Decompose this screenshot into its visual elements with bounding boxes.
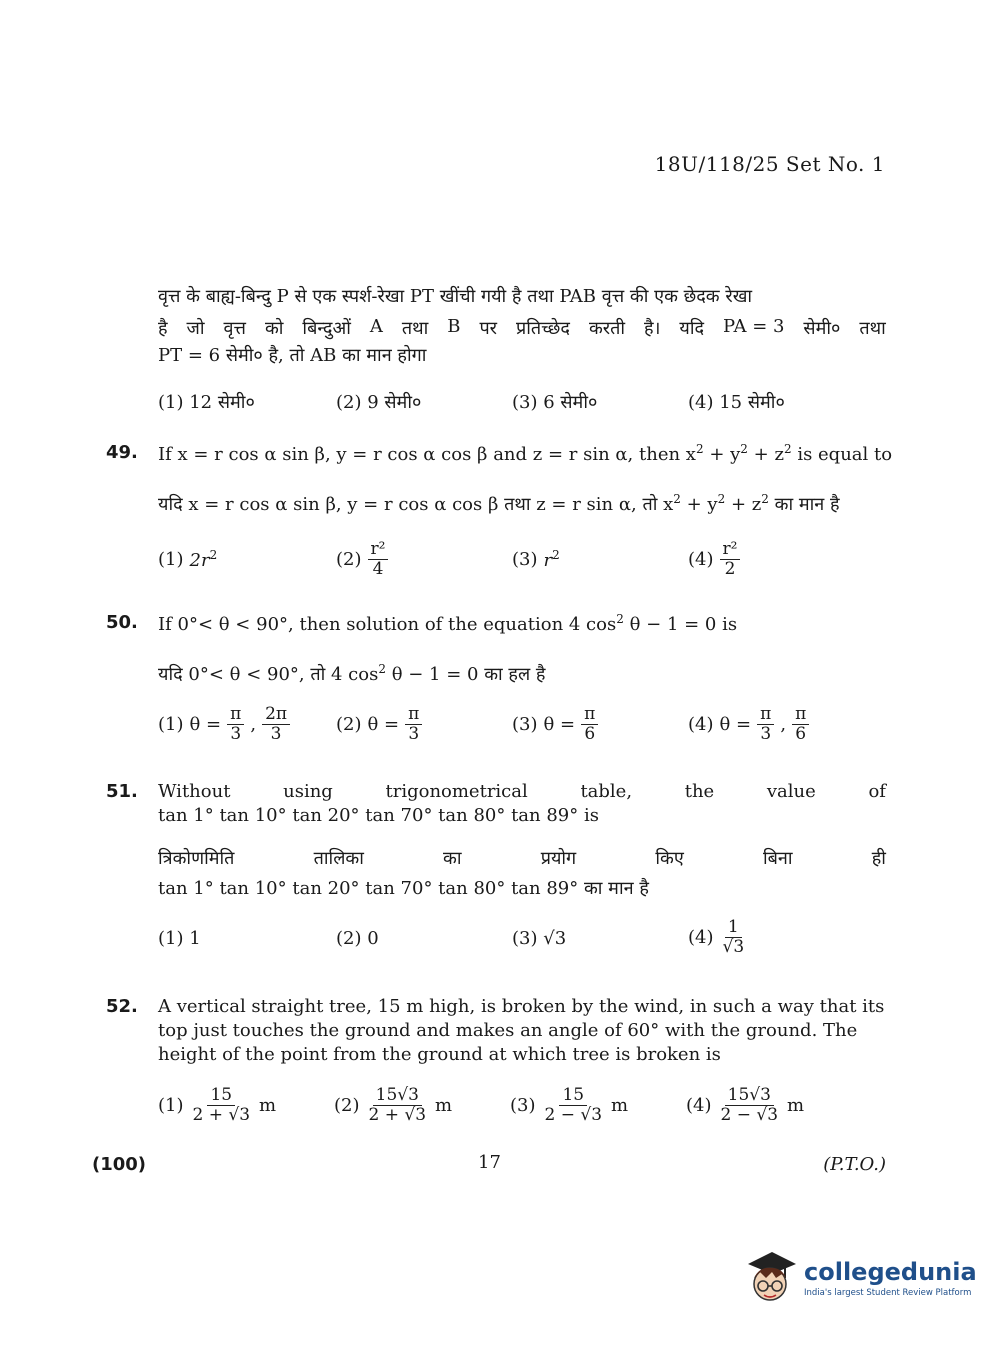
- mascot-icon: [742, 1248, 798, 1308]
- footer-copies: (100): [92, 1154, 147, 1175]
- q51-en-word: of: [868, 781, 886, 802]
- q51-hi-word: किए: [655, 848, 684, 869]
- q48-line2-word: जो: [186, 318, 205, 339]
- q48-option-4: (4) 15 सेमी०: [688, 392, 785, 413]
- q51-english-line2: tan 1° tan 10° tan 20° tan 70° tan 80° tan 89° is: [158, 805, 599, 826]
- q51-option-3: (3) √3: [512, 928, 567, 949]
- q52-line3: height of the point from the ground at which tree is broken is: [158, 1044, 721, 1065]
- q51-hindi-line2: tan 1° tan 10° tan 20° tan 70° tan 80° tan 89° का मान है: [158, 878, 649, 899]
- q48-line2-word: तथा: [859, 318, 886, 339]
- q48-line2: [158, 316, 886, 340]
- q48-line2-word: पर: [479, 318, 498, 339]
- q51-en-word: the: [684, 781, 715, 802]
- q49-hindi: यदि x = r cos α sin β, y = r cos α cos β तथा z = r sin α, तो $x^2 + y^2 + z^2$ का मान है: [158, 492, 840, 515]
- q52-option-2: (2) $\frac{15√3}{2 + √3}$ m: [334, 1085, 453, 1125]
- q49-english: If x = r cos α sin β, y = r cos α cos β and z = r sin α, then $x^2 + y^2 + z^2$ is equal to: [158, 442, 893, 465]
- q48-option-1: (1) 12 सेमी०: [158, 392, 255, 413]
- q48-line2-word: तथा: [401, 318, 429, 339]
- q48-line2-word: वृत्त: [223, 318, 246, 339]
- q48-line2-word: A: [369, 316, 383, 337]
- q50-hindi: यदि 0°< θ < 90°, तो 4 $\cos^2 \theta - 1 = 0$ का हल है: [158, 662, 546, 685]
- q51-hi-word: प्रयोग: [540, 848, 577, 869]
- q50-option-1: (1) θ = $\frac{\pi}{3}$ , $\frac{2\pi}{3}$: [158, 705, 290, 743]
- q48-option-3: (3) 6 सेमी०: [512, 392, 598, 413]
- q51-hi-word: बिना: [762, 848, 793, 869]
- q51-en-word: Without: [158, 781, 231, 802]
- pto-note: (P.T.O.): [823, 1154, 886, 1175]
- q50-option-3: (3) θ = $\frac{\pi}{6}$: [512, 705, 598, 743]
- q48-option-2: (2) 9 सेमी०: [336, 392, 422, 413]
- q50-option-2: (2) θ = $\frac{\pi}{3}$: [336, 705, 422, 743]
- q48-line1: वृत्त के बाह्य-बिन्दु P से एक स्पर्श-रेखा PT खींची गयी है तथा PAB वृत्त की एक छेदक रेखा: [158, 286, 753, 307]
- q49-option-3: (3) $r^2$: [512, 548, 560, 571]
- q52-option-4: (4) $\frac{15√3}{2 - √3}$ m: [686, 1085, 805, 1125]
- q49-option-2: (2) $\frac{\text{r²}}{4}$: [336, 540, 388, 578]
- q48-line2-word: यदि: [679, 318, 705, 339]
- q51-hi-word: त्रिकोणमिति: [158, 848, 235, 869]
- q51-en-word: using: [283, 781, 333, 802]
- q48-line2-word: B: [447, 316, 461, 337]
- q48-line2-word: करती: [588, 318, 626, 339]
- page-number: 17: [478, 1152, 501, 1173]
- q48-line2-word: है: [158, 318, 168, 339]
- q51-english-line1: [158, 781, 886, 802]
- logo-tagline: India's largest Student Review Platform: [804, 1288, 972, 1298]
- q51-hindi-line1: [158, 846, 886, 870]
- q51-en-word: table,: [580, 781, 633, 802]
- q52-line1: A vertical straight tree, 15 m high, is broken by the wind, in such a way that its: [158, 996, 885, 1017]
- q52-option-3: (3) $\frac{15}{2 - √3}$ m: [510, 1085, 629, 1125]
- q48-line3: PT = 6 सेमी० है, तो AB का मान होगा: [158, 345, 427, 366]
- q52-option-1: (1) $\frac{15}{2 + √3}$ m: [158, 1085, 277, 1125]
- q51-option-2: (2) 0: [336, 928, 379, 949]
- q51-hi-word: तालिका: [313, 848, 364, 869]
- question-number: 51.: [106, 781, 138, 802]
- q48-line2-word: PA = 3: [723, 316, 785, 337]
- q51-en-word: value: [766, 781, 816, 802]
- q51-option-1: (1) 1: [158, 928, 201, 949]
- question-number: 49.: [106, 442, 138, 463]
- q48-line2-word: सेमी०: [803, 318, 841, 339]
- logo-name: collegedunia: [804, 1258, 977, 1286]
- q51-hi-word: का: [443, 848, 462, 869]
- question-number: 52.: [106, 996, 138, 1017]
- q49-option-4: (4) $\frac{\text{r²}}{2}$: [688, 540, 740, 578]
- q51-en-word: trigonometrical: [385, 781, 528, 802]
- collegedunia-logo: [742, 1248, 977, 1308]
- question-number: 50.: [106, 612, 138, 633]
- q48-line2-word: बिन्दुओं: [302, 318, 351, 339]
- q50-option-4: (4) θ = $\frac{\pi}{3}$ , $\frac{\pi}{6}$: [688, 705, 809, 743]
- q51-option-4: (4) $\frac{1}{√3}$: [688, 917, 745, 957]
- q52-line2: top just touches the ground and makes an angle of 60° with the ground. The: [158, 1020, 858, 1041]
- q48-line2-word: को: [264, 318, 284, 339]
- q48-line2-word: प्रतिच्छेद: [516, 318, 570, 339]
- set-number: 18U/118/25 Set No. 1: [654, 152, 885, 176]
- q48-line2-word: है।: [644, 318, 661, 339]
- q49-option-1: (1) $2r^2$: [158, 548, 218, 571]
- q51-hi-word: ही: [871, 848, 886, 869]
- q50-english: If 0°< θ < 90°, then solution of the equation 4 $\cos^2 \theta - 1 = 0$ is: [158, 612, 738, 635]
